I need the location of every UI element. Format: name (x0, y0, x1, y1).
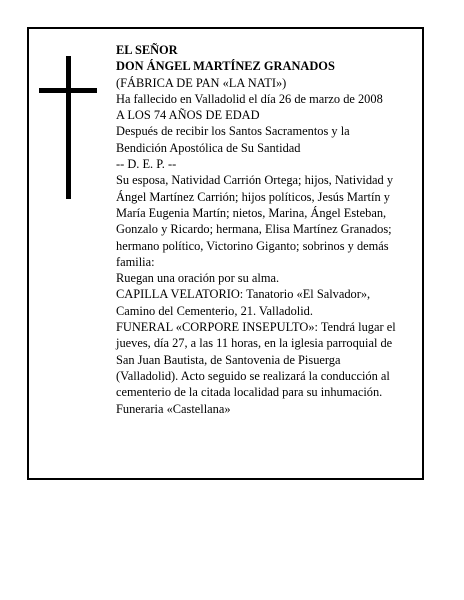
cross-icon (39, 56, 97, 199)
family-line-1: Su esposa, Natividad Carrión Ortega; hijos, Natividad y (116, 173, 394, 188)
funeral-line-2: jueves, día 27, a las 11 horas, en la iglesia parroquial de (116, 336, 393, 351)
funeral-line-5: cementerio de la citada localidad para su inhumación. (116, 385, 383, 400)
cross-horizontal-bar (39, 88, 97, 93)
family-line-2: Ángel Martínez Carrión; hijos políticos, Jesús Martín y (116, 189, 390, 204)
chapel-line-1: CAPILLA VELATORIO: Tanatorio «El Salvador», (116, 287, 371, 302)
family-line-4: Gonzalo y Ricardo; hermana, Elisa Martínez Granados; (116, 222, 392, 237)
funeral-home-line: Funeraria «Castellana» (116, 401, 231, 416)
death-date-line: Ha fallecido en Valladolid el día 26 de marzo de 2008 (116, 91, 383, 106)
chapel-line-2: Camino del Cementerio, 21. Valladolid. (116, 303, 313, 318)
prayer-request-line: Ruegan una oración por su alma. (116, 271, 280, 286)
notice-text (116, 42, 426, 417)
rip-line: -- D. E. P. -- (116, 157, 177, 172)
funeral-line-3: San Juan Bautista, de Santovenia de Pisuerga (116, 352, 341, 367)
sacraments-line-2: Bendición Apostólica de Su Santidad (116, 140, 301, 155)
obituary-notice (27, 27, 424, 480)
family-line-6: familia: (116, 254, 155, 269)
age-line: A LOS 74 AÑOS DE EDAD (116, 108, 260, 123)
funeral-line-4: (Valladolid). Acto seguido se realizará la conducción al (116, 368, 390, 383)
cross-vertical-bar (66, 56, 71, 199)
funeral-line-1: FUNERAL «CORPORE INSEPULTO»: Tendrá lugar el (116, 320, 396, 335)
deceased-name: DON ÁNGEL MARTÍNEZ GRANADOS (116, 59, 335, 74)
heading-title: EL SEÑOR (116, 43, 178, 57)
business-name: (FÁBRICA DE PAN «LA NATI») (116, 75, 287, 90)
sacraments-line-1: Después de recibir los Santos Sacramentos y la (116, 124, 350, 139)
family-line-3: María Eugenia Martín; nietos, Marina, Ángel Esteban, (116, 205, 387, 220)
family-line-5: hermano político, Victorino Giganto; sobrinos y demás (116, 238, 389, 253)
